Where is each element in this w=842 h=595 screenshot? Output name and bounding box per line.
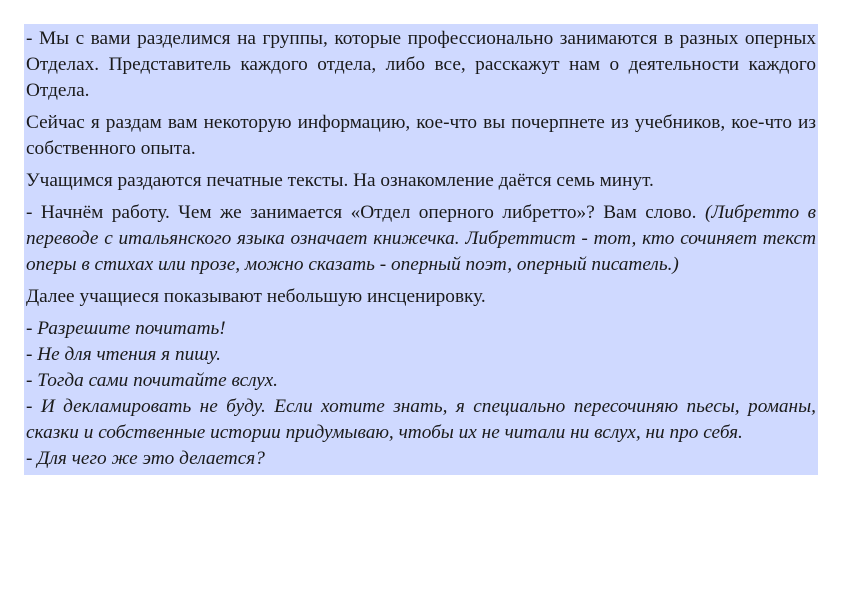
dialogue-line: - И декламировать не буду. Если хотите знать, я специально пересочиняю пьесы, романы, сказки и собственные истории придумываю, чтобы их не читали ни вслух, ни про себя. <box>26 396 816 443</box>
dialogue-line: - Разрешите почитать! <box>26 318 226 339</box>
paragraph-groups: - Мы с вами разделимся на группы, которые профессионально занимаются в разных оперных Отделах. Представитель каждого отдела, либо все, расскажут нам о деятельности каждого Отдела. <box>26 28 816 101</box>
dialogue <box>26 316 816 472</box>
dialogue-line: - Для чего же это делается? <box>26 448 265 469</box>
paragraph-libretto <box>26 200 816 278</box>
libretto-question: - Начнём работу. Чем же занимается «Отдел оперного либретто»? Вам слово. <box>26 202 705 223</box>
paragraph-stage-direction: Учащимся раздаются печатные тексты. На ознакомление даётся семь минут. <box>26 170 654 191</box>
paragraph-staging: Далее учащиеся показывают небольшую инсценировку. <box>26 286 486 307</box>
paragraph-handout-info: Сейчас я раздам вам некоторую информацию, кое-что вы почерпнете из учебников, кое-что из собственного опыта. <box>26 112 816 159</box>
dialogue-line: - Не для чтения я пишу. <box>26 344 221 365</box>
dialogue-line: - Тогда сами почитайте вслух. <box>26 370 278 391</box>
libretto-definition: (Либретто в переводе с итальянского языка означает книжечка. Либреттист - тот, кто сочиняет текст оперы в стихах или прозе, можно сказать - оперный поэт, оперный писатель.) <box>26 202 816 275</box>
text-block <box>24 24 818 475</box>
